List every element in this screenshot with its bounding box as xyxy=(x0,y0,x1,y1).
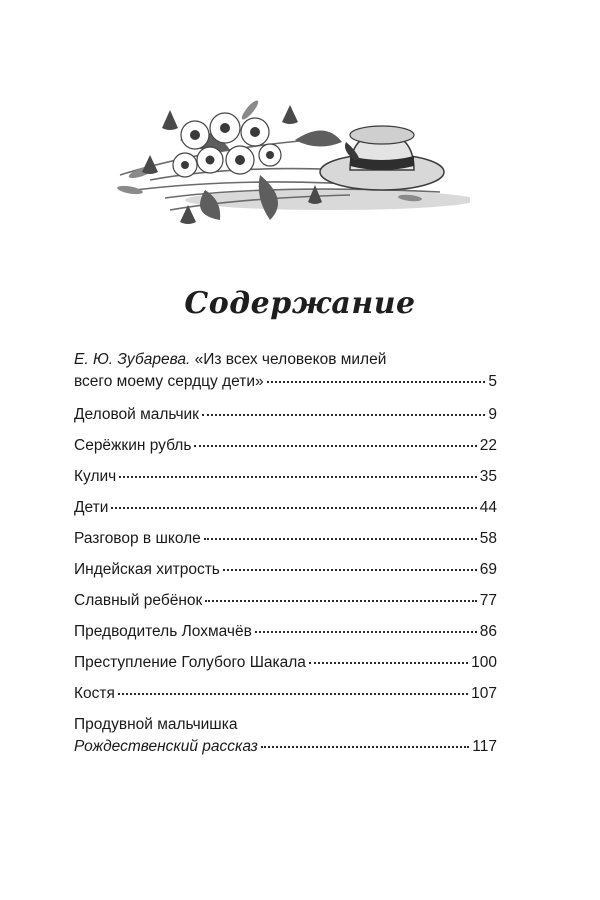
toc-entry[interactable] xyxy=(74,590,497,612)
toc-entry-title-line2: всего моему сердцу дети» xyxy=(74,373,264,390)
table-of-contents xyxy=(74,349,497,758)
dot-leader xyxy=(119,476,477,478)
flower-bouquet-and-straw-hat-icon xyxy=(110,80,470,235)
toc-entry-title: Продувной мальчишка xyxy=(74,716,238,733)
toc-entry[interactable] xyxy=(74,559,497,581)
toc-page-number: 5 xyxy=(488,373,497,390)
toc-entry-author: Е. Ю. Зубарева. xyxy=(74,351,191,368)
dot-leader xyxy=(255,631,477,633)
toc-entry[interactable] xyxy=(74,683,497,705)
toc-entry-title: Индейская хитрость xyxy=(74,561,220,578)
toc-entry-title: Деловой мальчик xyxy=(74,406,199,423)
toc-entry-title: Костя xyxy=(74,685,115,702)
toc-entry[interactable] xyxy=(74,652,497,674)
dot-leader xyxy=(223,569,477,571)
toc-page-number: 69 xyxy=(479,561,497,578)
dot-leader xyxy=(204,538,477,540)
toc-page-number: 77 xyxy=(479,592,497,609)
toc-page-number: 107 xyxy=(471,685,497,702)
toc-entry[interactable] xyxy=(74,497,497,519)
toc-entry-last[interactable] xyxy=(74,714,497,758)
toc-entry-intro[interactable] xyxy=(74,349,497,393)
toc-page-number: 100 xyxy=(471,654,497,671)
toc-entry-title: Дети xyxy=(74,499,109,516)
dot-leader xyxy=(267,381,486,383)
dot-leader xyxy=(202,414,485,416)
toc-page-number: 35 xyxy=(479,468,497,485)
toc-entry-title: Славный ребёнок xyxy=(74,592,203,609)
toc-entry-subtitle: Рождественский рассказ xyxy=(74,738,258,755)
toc-page-number: 117 xyxy=(472,738,497,755)
dot-leader xyxy=(261,746,469,748)
dot-leader xyxy=(194,445,476,447)
toc-page-number: 44 xyxy=(479,499,497,516)
page-title: Содержание xyxy=(184,286,416,321)
dot-leader xyxy=(205,600,476,602)
toc-page-number: 86 xyxy=(479,623,497,640)
toc-page-number: 22 xyxy=(479,437,497,454)
toc-entry[interactable] xyxy=(74,404,497,426)
dot-leader xyxy=(118,693,468,695)
dot-leader xyxy=(111,507,476,509)
toc-entry-title: Преступление Голубого Шакала xyxy=(74,654,306,671)
toc-entry-title-line1: «Из всех человеков милей xyxy=(194,351,387,368)
toc-entry-title: Разговор в школе xyxy=(74,530,201,547)
toc-entry[interactable] xyxy=(74,466,497,488)
toc-entry[interactable] xyxy=(74,435,497,457)
toc-entry-title: Предводитель Лохмачёв xyxy=(74,623,252,640)
toc-entry-title: Кулич xyxy=(74,468,117,485)
toc-page-number: 9 xyxy=(488,406,497,423)
dot-leader xyxy=(309,662,468,664)
toc-entry-title: Серёжкин рубль xyxy=(74,437,192,454)
toc-entry[interactable] xyxy=(74,528,497,550)
toc-entry[interactable] xyxy=(74,621,497,643)
toc-page-number: 58 xyxy=(479,530,497,547)
